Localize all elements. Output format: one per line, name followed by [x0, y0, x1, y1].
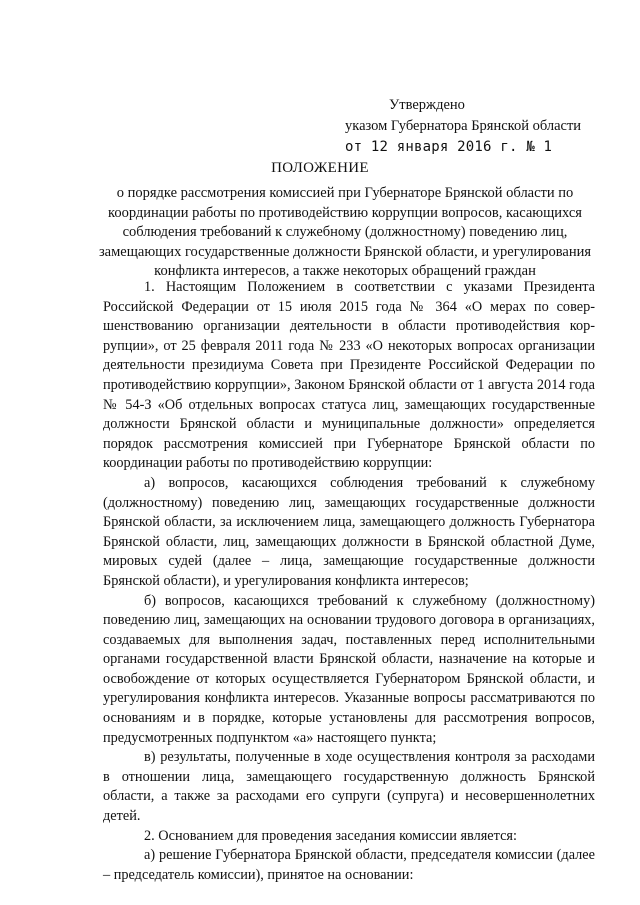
- approval-line-decree: указом Губернатора Брянской области: [345, 118, 582, 134]
- paragraph-2: 2. Основанием для проведения заседания комиссии является:: [144, 827, 517, 844]
- approval-line-date-number: от 12 января 2016 г. № 1: [345, 139, 553, 155]
- approval-line-approved: Утверждено: [389, 97, 465, 113]
- document-body: [103, 278, 595, 885]
- document-subtitle: о порядке рассмотрения комиссией при Губернаторе Брянской области по координации работы по противодействию коррупции вопросов, касающихся соблюдения требований к служебному (должностному) поведению лиц, замещающих государственные должности Брянской области, и урегулирования конфликта интересов, а также некоторых обращений граждан: [98, 185, 592, 279]
- document-title: ПОЛОЖЕНИЕ: [271, 160, 369, 176]
- paragraph-1c: в) результаты, полученные в ходе осуществления контроля за расходами в отношении лица, замещающего государственную должность Брянской области, а также за расходами его супруги (супруга) и несовершеннолетних детей.: [103, 749, 595, 825]
- approval-stamp: [345, 95, 581, 158]
- paragraph-1b: б) вопросов, касающихся требований к служебному (должностному) поведению лиц, замещающих на основании трудового договора в организациях, создаваемых для выполнения задач, поставленных перед исполнительными органами государственной власти Брянской области, назначение на которые и освобождение от которых осуществляется Губернатором Брянской области, и урегулирования конфликта интересов. Указанные вопросы рассматриваются по основаниям и в порядке, которые установлены для рассмотрения вопросов, предусмотренных подпунктом «а» настоящего пункта;: [103, 592, 595, 746]
- paragraph-2a: а) решение Губернатора Брянской области, председателя комиссии (далее – председатель комиссии), принятое на основании:: [103, 847, 595, 883]
- paragraph-1: 1. Настоящим Положением в соответствии с указами Президента Российской Федерации от 15 июля 2015 года № 364 «О мерах по совер-шенствованию организации деятельности в области противодействия кор-рупции», от 25 февраля 2011 года № 233 «О некоторых вопросах организации деятельности президиума Совета при Президенте Российской Федерации по противодействию коррупции», Законом Брянской области от 1 августа 2014 года № 54-З «Об отдельных вопросах статуса лиц, замещающих государственные должности Брянской области и муниципальные должности» определяется порядок рассмотрения комиссией при Губернаторе Брянской области по координации работы по противодействию коррупции:: [103, 279, 595, 472]
- paragraph-1a: а) вопросов, касающихся соблюдения требований к служебному (должностному) поведению лиц, замещающих государственные должности Брянской области, за исключением лица, замещающего должность Губернатора Брянской области, лиц, замещающих должности в Брянской областной Думе, мировых судей (далее – лица, замещающие государственные должности Брянской области), и урегулирования конфликта интересов;: [103, 474, 595, 589]
